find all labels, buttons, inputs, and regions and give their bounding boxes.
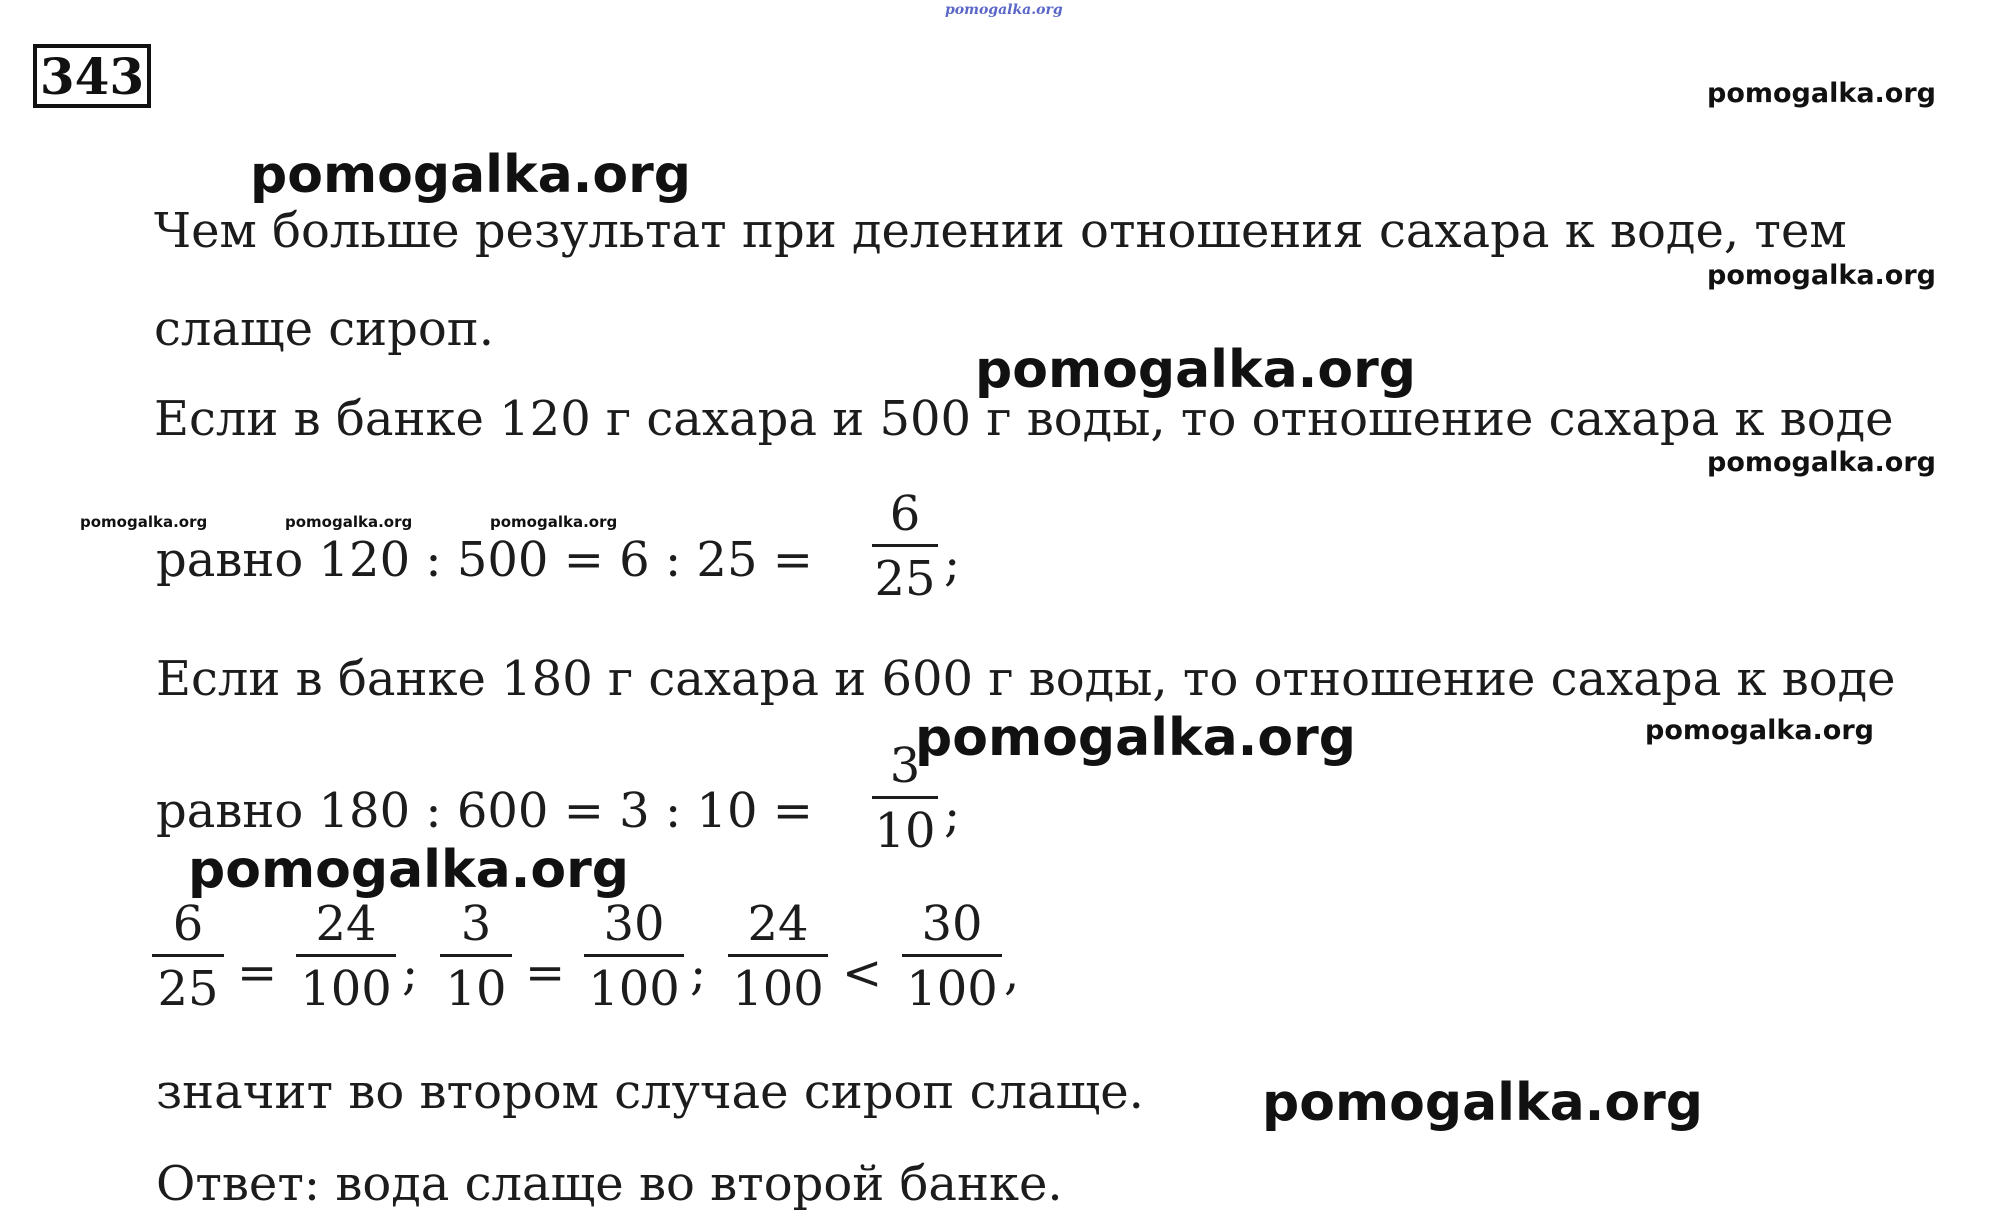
semicolon-2: ; [944, 787, 961, 843]
text-line-8: значит во втором случае сироп слаще. [156, 1064, 1144, 1120]
fraction-denominator: 100 [300, 961, 392, 1017]
fraction-denominator: 10 [445, 961, 507, 1017]
fraction-denominator: 100 [732, 961, 824, 1017]
compare-fraction-24-100 [296, 896, 396, 1017]
watermark-right-2: pomogalka.org [1707, 260, 1936, 291]
semicolon-3: ; [402, 945, 419, 1001]
fraction-bar [872, 544, 938, 547]
fraction-numerator: 6 [889, 486, 921, 542]
fraction-denominator: 100 [906, 961, 998, 1017]
fraction-denominator: 25 [157, 961, 219, 1017]
fraction-numerator: 6 [172, 896, 204, 952]
fraction-numerator: 3 [889, 738, 921, 794]
fraction-6-25 [872, 486, 938, 607]
comma: , [1004, 945, 1020, 1001]
watermark-small-2: pomogalka.org [285, 513, 413, 531]
watermark-small-1: pomogalka.org [80, 513, 208, 531]
fraction-denominator: 10 [874, 803, 936, 859]
compare-fraction-3-10 [440, 896, 512, 1017]
text-line-6: равно 180 : 600 = 3 : 10 = [156, 783, 813, 839]
text-line-2: слаще сироп. [154, 301, 495, 357]
text-line-4: равно 120 : 500 = 6 : 25 = [156, 532, 813, 588]
watermark-big-4: pomogalka.org [188, 840, 630, 900]
fraction-bar [902, 954, 1002, 957]
semicolon-4: ; [690, 945, 707, 1001]
watermark-big-1: pomogalka.org [250, 145, 692, 205]
text-line-3: Если в банке 120 г сахара и 500 г воды, то отношение сахара к воде [154, 391, 1894, 447]
fraction-bar [152, 954, 224, 957]
watermark-big-3: pomogalka.org [915, 708, 1357, 768]
semicolon-1: ; [944, 536, 961, 592]
fraction-bar [728, 954, 828, 957]
fraction-numerator: 30 [603, 896, 665, 952]
compare-fraction-6-25 [152, 896, 224, 1017]
fraction-bar [584, 954, 684, 957]
equals-2: = [525, 945, 566, 1001]
compare-fraction-30-100 [584, 896, 684, 1017]
fraction-numerator: 24 [747, 896, 809, 952]
fraction-denominator: 25 [874, 551, 936, 607]
text-line-9: Ответ: вода слаще во второй банке. [156, 1156, 1063, 1212]
watermark-small-3: pomogalka.org [490, 513, 618, 531]
compare-fraction-30-100-b [902, 896, 1002, 1017]
equals-1: = [237, 945, 278, 1001]
watermark-right-4: pomogalka.org [1645, 715, 1874, 746]
compare-fraction-24-100-b [728, 896, 828, 1017]
fraction-bar [872, 796, 938, 799]
watermark-big-2: pomogalka.org [975, 340, 1417, 400]
task-number: 343 [33, 44, 151, 108]
fraction-bar [296, 954, 396, 957]
fraction-bar [440, 954, 512, 957]
watermark-right-3: pomogalka.org [1707, 447, 1936, 478]
less-than: < [842, 945, 883, 1001]
fraction-denominator: 100 [588, 961, 680, 1017]
fraction-numerator: 24 [315, 896, 377, 952]
fraction-numerator: 3 [460, 896, 492, 952]
fraction-numerator: 30 [921, 896, 983, 952]
watermark-big-5: pomogalka.org [1262, 1073, 1704, 1133]
watermark-top: pomogalka.org [945, 2, 1063, 18]
text-line-5: Если в банке 180 г сахара и 600 г воды, то отношение сахара к воде [156, 651, 1896, 707]
text-line-1: Чем больше результат при делении отношения сахара к воде, тем [154, 203, 1847, 259]
watermark-right-1: pomogalka.org [1707, 78, 1936, 109]
fraction-3-10 [872, 738, 938, 859]
